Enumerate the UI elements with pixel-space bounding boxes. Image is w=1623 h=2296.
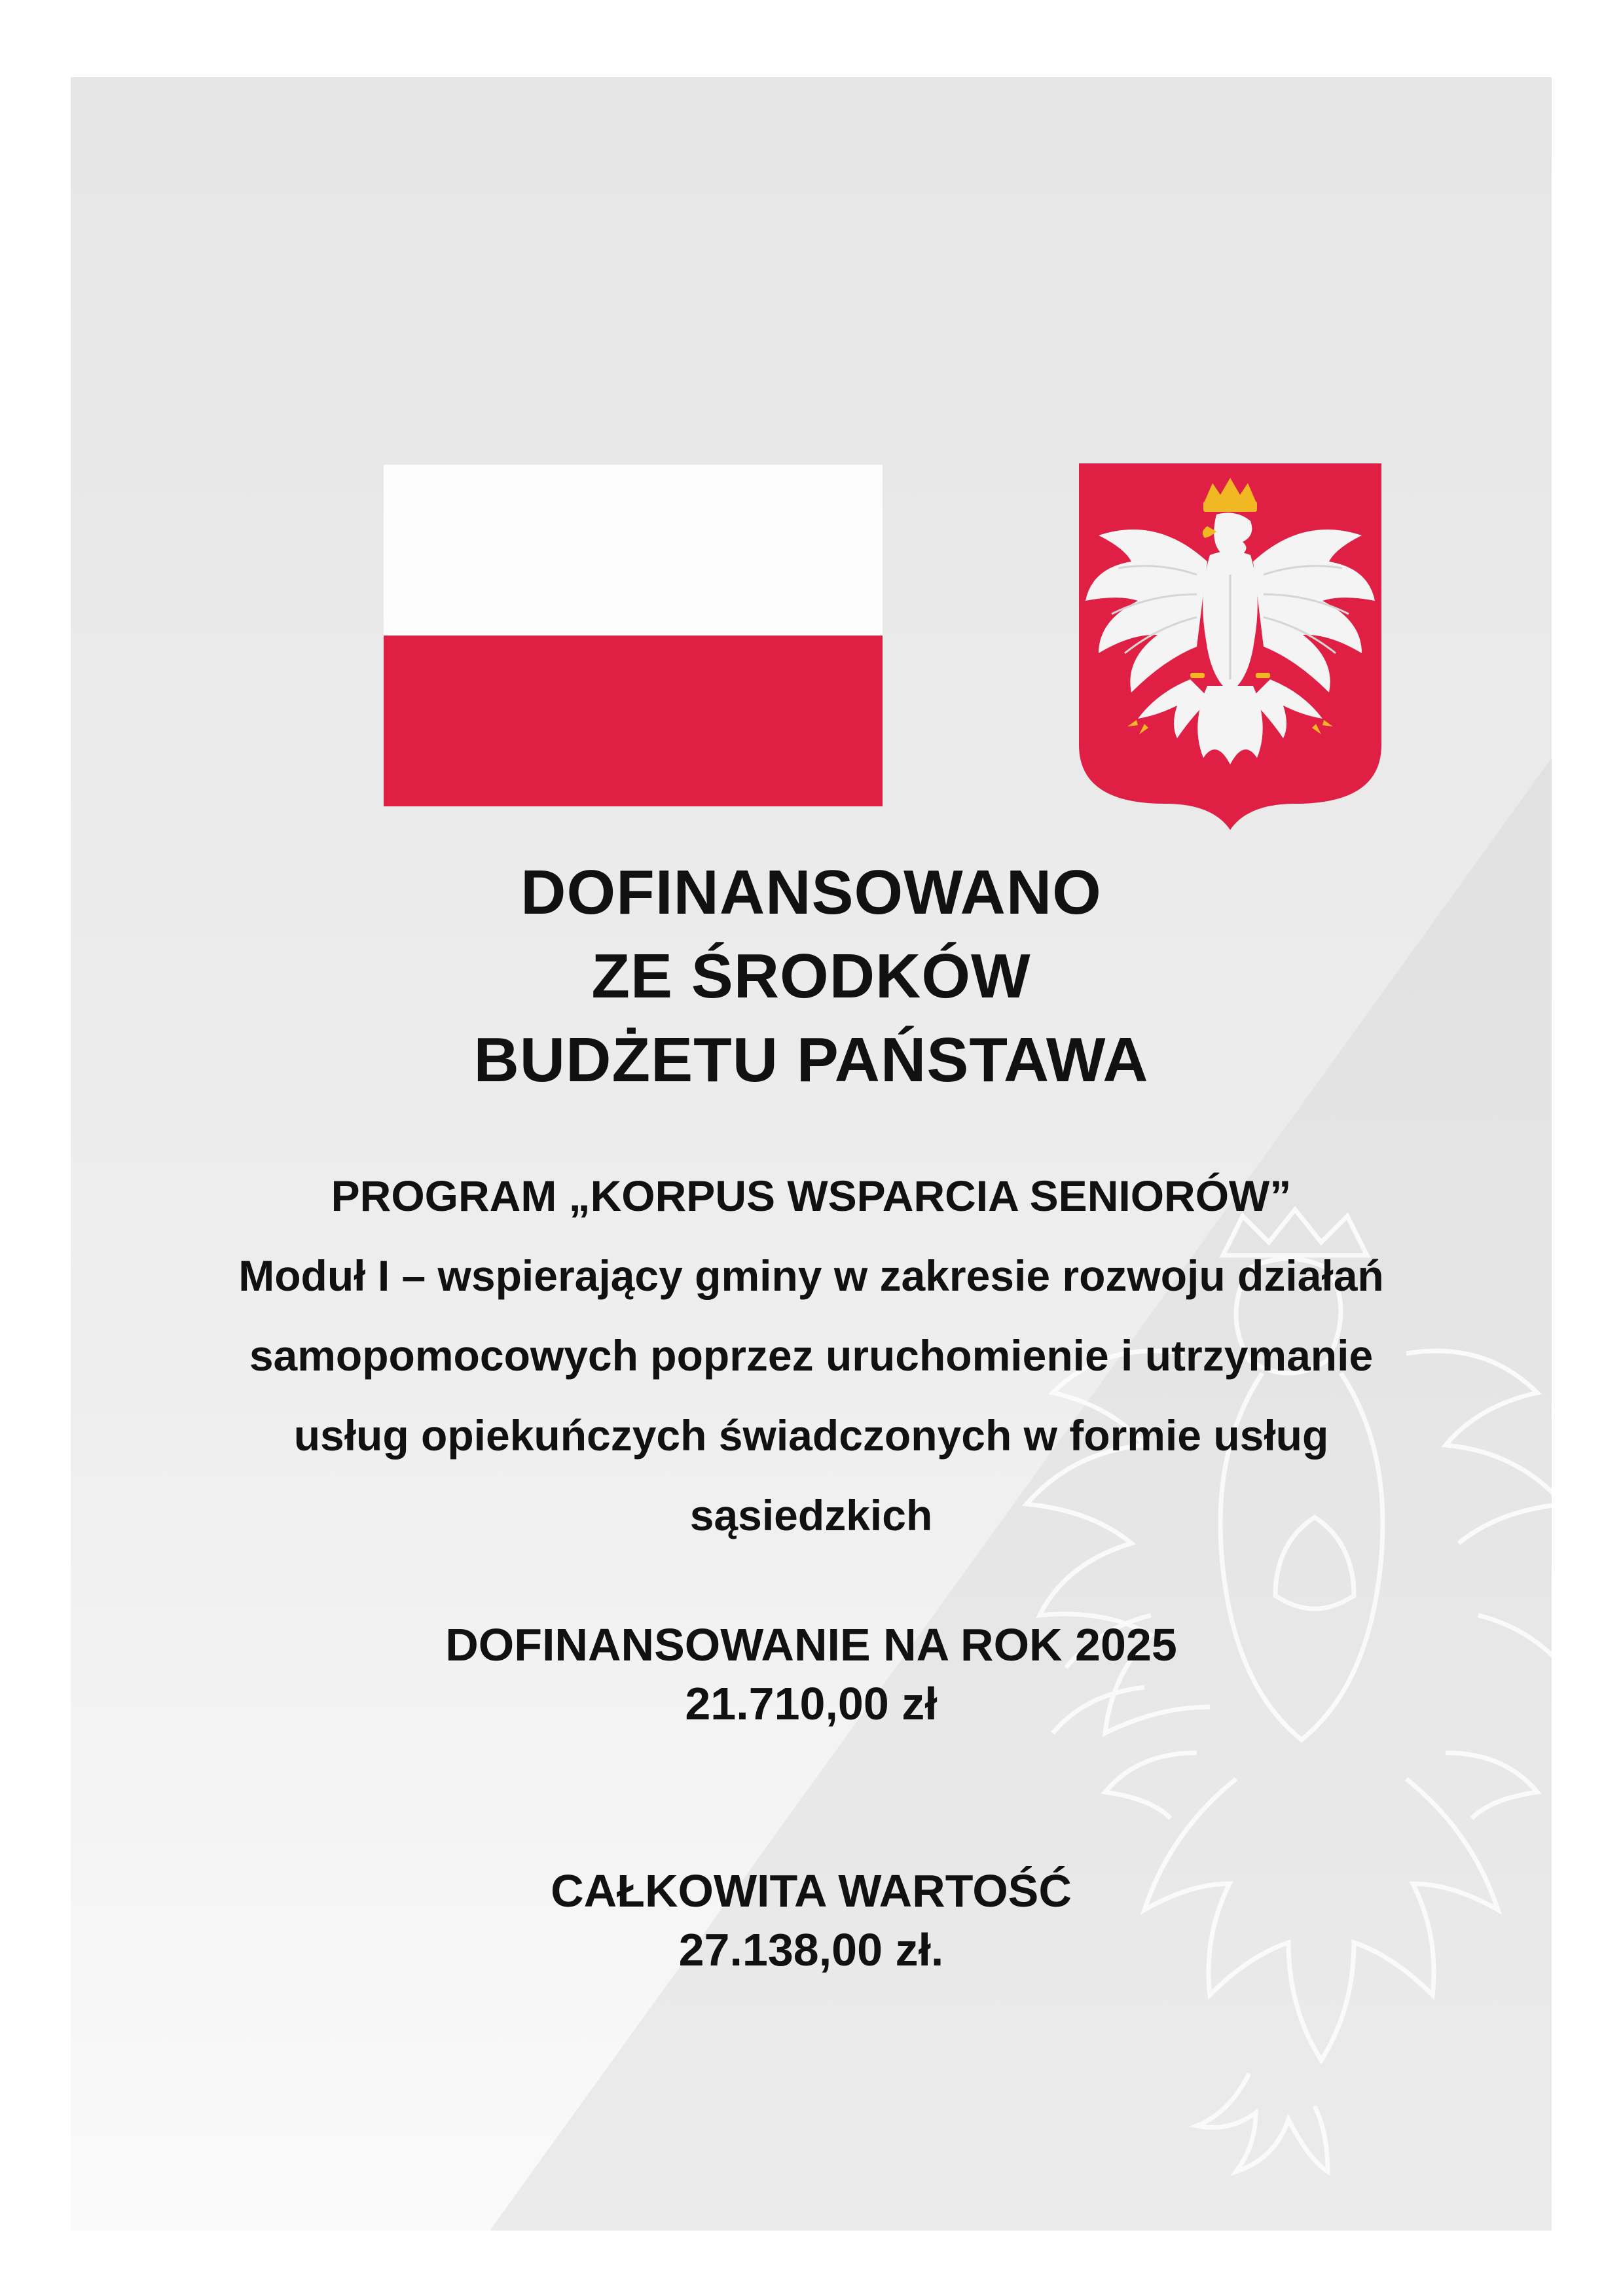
poster-text: [71, 851, 1552, 1979]
title-line-1: DOFINANSOWANO: [520, 857, 1102, 927]
flag-white-stripe: [384, 465, 883, 636]
polish-white-eagle-coat-of-arms-icon: [1079, 463, 1381, 830]
title-line-3: BUDŻETU PAŃSTAWA: [473, 1025, 1149, 1095]
title-line-2: ZE ŚRODKÓW: [591, 941, 1031, 1011]
program-name: PROGRAM „KORPUS WSPARCIA SENIORÓW”: [331, 1172, 1292, 1220]
total-value-label: CAŁKOWITA WARTOŚĆ: [551, 1865, 1072, 1916]
module-description: [71, 1236, 1552, 1555]
polish-flag-icon: [384, 465, 883, 806]
total-value-amount: 27.138,00 zł.: [678, 1924, 944, 1975]
page-title: [71, 851, 1552, 1102]
flag-red-stripe: [384, 636, 883, 806]
funding-amount: 21.710,00 zł: [685, 1678, 938, 1729]
module-line: usług opiekuńczych świadczonych w formie usług: [293, 1411, 1329, 1460]
total-value-block: [71, 1861, 1552, 1979]
funding-block: [71, 1615, 1552, 1733]
module-line: Moduł I – wspierający gminy w zakresie rozwoju działań: [238, 1251, 1384, 1300]
module-line: sąsiedzkich: [689, 1491, 933, 1539]
funding-label: DOFINANSOWANIE NA ROK 2025: [445, 1619, 1177, 1670]
module-line: samopomocowych poprzez uruchomienie i utrzymanie: [249, 1331, 1374, 1380]
